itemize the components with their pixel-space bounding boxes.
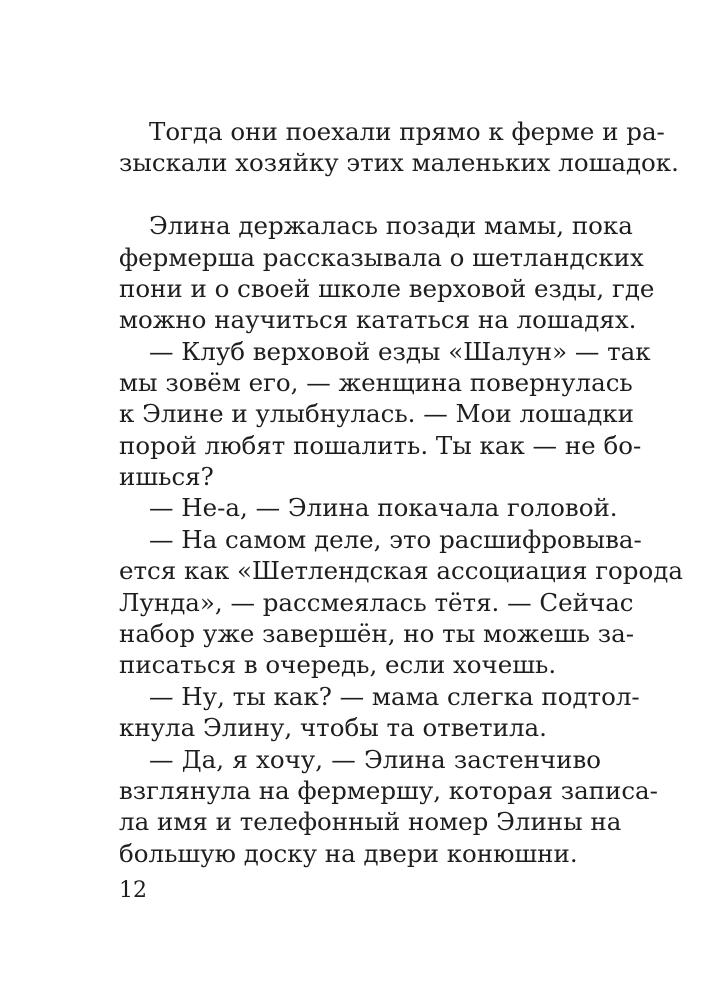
text-line: — На самом деле, это расшифровыва- [149, 525, 642, 554]
text-line: ла имя и телефонный номер Элины на [119, 807, 622, 836]
text-line: — Ну, ты как? — мама слегка подтол- [149, 682, 640, 711]
text-line: писаться в очередь, если хочешь. [119, 650, 557, 679]
text-line: — Клуб верховой езды «Шалун» — так [149, 337, 651, 366]
text-line: Лунда», — рассмеялась тётя. — Сейчас [119, 588, 634, 617]
text-line: можно научиться кататься на лошадях. [119, 305, 637, 334]
text-line: — Да, я хочу, — Элина застенчиво [149, 745, 601, 774]
text-line: набор уже завершён, но ты можешь за- [119, 619, 634, 648]
text-line: ишься? [119, 462, 214, 491]
text-line: к Элине и улыбнулась. — Мои лошадки [119, 399, 634, 428]
text-line: взглянула на фермершу, которая записа- [119, 776, 658, 805]
text-line: Тогда они поехали прямо к ферме и ра- [149, 117, 665, 146]
text-line: ется как «Шетлендская ассоциация города [119, 556, 683, 585]
text-line: кнула Элину, чтобы та ответила. [119, 713, 547, 742]
text-line: — Не-а, — Элина покачала головой. [149, 493, 618, 522]
text-line: большую доску на двери конюшни. [119, 839, 578, 868]
text-line: Элина держалась позади мамы, пока [149, 211, 633, 240]
text-line: пони и о своей школе верховой езды, где [119, 274, 655, 303]
text-line: фермерша рассказывала о шетландских [119, 243, 644, 272]
text-line: порой любят пошалить. Ты как — не бо- [119, 431, 642, 460]
text-line: зыскали хозяйку этих маленьких лошадок. [119, 148, 679, 177]
text-line: мы зовём его, — женщина повернулась [119, 368, 633, 397]
page-number: 12 [119, 878, 147, 903]
